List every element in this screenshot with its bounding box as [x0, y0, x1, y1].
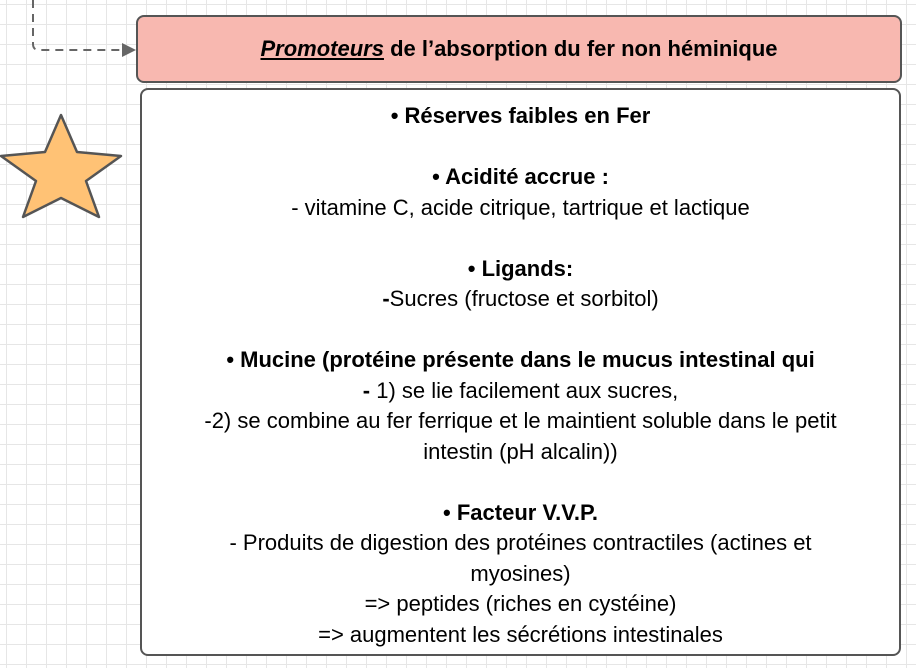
line-prefix: - [362, 377, 377, 403]
section-line: - Produits de digestion des protéines contractiles (actines et [229, 530, 812, 555]
section-heading: • Ligands: [467, 255, 574, 281]
page-title [260, 36, 777, 62]
section-line: myosines) [470, 560, 571, 586]
section-facteur-vvp [142, 498, 899, 651]
section-heading: • Mucine (protéine présente dans le mucus intestinal qui [226, 347, 815, 372]
line-text: 1) se lie facilement aux sucres, [376, 377, 679, 403]
section-acidite [142, 162, 899, 223]
line-prefix: - [382, 286, 390, 311]
title-rest: de l’absorption du fer non héminique [383, 36, 778, 61]
section-heading: • Réserves faibles en Fer [390, 103, 651, 128]
promoters-content-box [140, 88, 901, 656]
title-box [136, 15, 902, 83]
connector-line [33, 0, 122, 50]
section-line: intestin (pH alcalin)) [423, 438, 618, 464]
section-reserves [142, 101, 899, 132]
section-line: - vitamine C, acide citrique, tartrique et lactique [291, 194, 750, 220]
section-line: -2) se combine au fer ferrique et le maintient soluble dans le petit [204, 408, 837, 433]
section-line: => peptides (riches en cystéine) [364, 591, 677, 616]
section-line [142, 284, 899, 315]
arrow-head-icon [122, 43, 136, 57]
line-text: Sucres (fructose et sorbitol) [389, 286, 659, 311]
section-ligands [142, 254, 899, 315]
section-line [142, 376, 899, 407]
section-line: => augmentent les sécrétions intestinales [318, 621, 723, 647]
section-heading: • Facteur V.V.P. [443, 499, 598, 525]
title-emphasis: Promoteurs [260, 36, 384, 61]
star-icon [0, 110, 126, 222]
section-mucine [142, 345, 899, 467]
section-heading: • Acidité accrue : [432, 164, 609, 189]
